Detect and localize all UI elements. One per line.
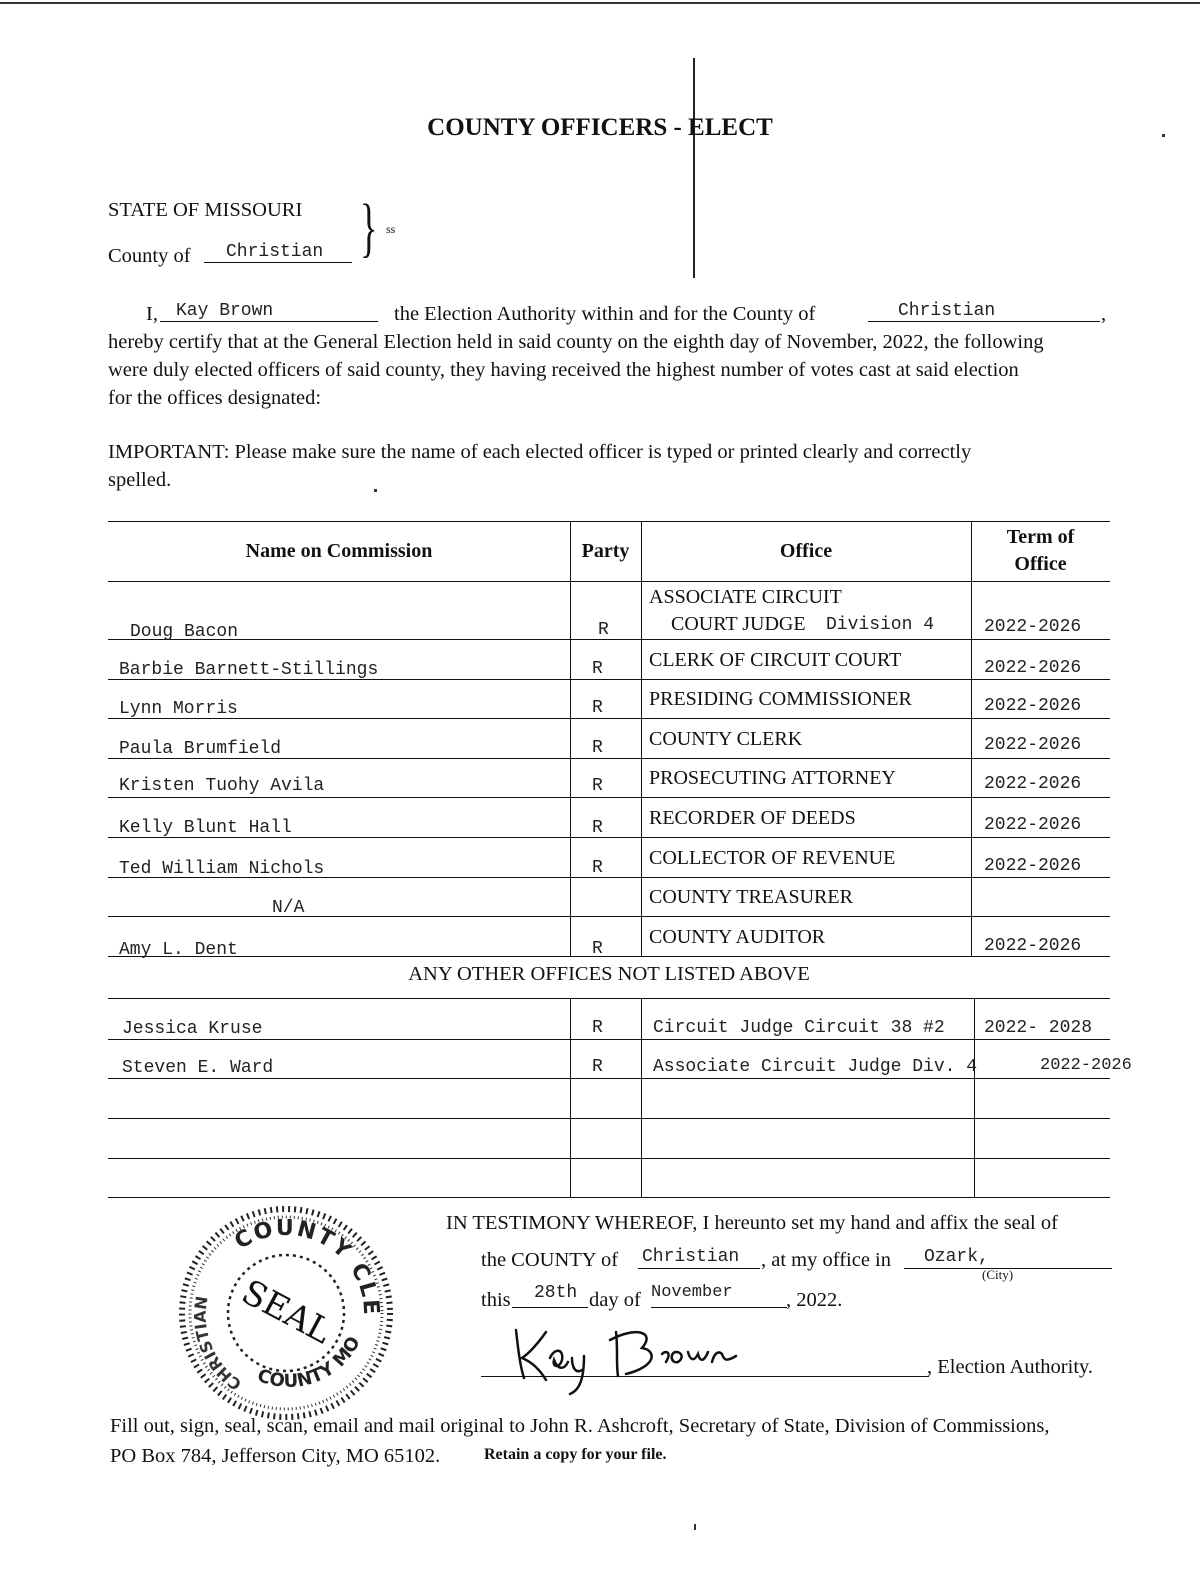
table-row-office: COUNTY TREASURER bbox=[649, 886, 853, 908]
table-row-name: Barbie Barnett-Stillings bbox=[119, 660, 379, 680]
table-row-office: RECORDER OF DEEDS bbox=[649, 807, 856, 829]
page-title: COUNTY OFFICERS - ELECT bbox=[427, 114, 773, 141]
table-row-term: 2022-2026 bbox=[984, 617, 1082, 637]
table-row-office: COUNTY AUDITOR bbox=[649, 926, 826, 948]
table-row-office: COUNTY CLERK bbox=[649, 728, 803, 750]
table-row-office: COLLECTOR OF REVENUE bbox=[649, 847, 896, 869]
authority-name: Kay Brown bbox=[176, 301, 274, 321]
table-row-term: 2022-2026 bbox=[984, 936, 1082, 956]
table-row-name: Jessica Kruse bbox=[122, 1019, 263, 1039]
table-row-party: R bbox=[592, 698, 603, 718]
table-row-office: Circuit Judge Circuit 38 #2 bbox=[653, 1018, 945, 1038]
table-row-name: Ted William Nichols bbox=[119, 859, 325, 879]
city-label: (City) bbox=[982, 1267, 1014, 1282]
seal-ring-left: CHRISTIAN bbox=[190, 1294, 245, 1395]
cert-line2: hereby certify that at the General Election held in said county on the eighth day of November, 2022, the following bbox=[108, 331, 1044, 353]
table-row-term: 2022-2026 bbox=[984, 774, 1082, 794]
header-office: Office bbox=[779, 540, 833, 562]
county-seal bbox=[178, 1205, 394, 1421]
table-header-line bbox=[108, 581, 1110, 582]
cert-line4: for the offices designated: bbox=[108, 387, 322, 409]
table-row-party: R bbox=[592, 1057, 603, 1077]
state-label: STATE OF MISSOURI bbox=[108, 199, 303, 221]
testimony-year: , 2022. bbox=[786, 1289, 843, 1311]
table-row-party: R bbox=[592, 1018, 603, 1038]
table-row-term: 2022- 2028 bbox=[984, 1018, 1093, 1038]
table-row-name: Paula Brumfield bbox=[119, 739, 282, 759]
testimony-city: Ozark, bbox=[924, 1247, 989, 1267]
scan-top-edge bbox=[0, 2, 1200, 4]
signature-graphic bbox=[506, 1318, 766, 1403]
table-row-term: 2022-2026 bbox=[1040, 1056, 1132, 1075]
table-row-office: Associate Circuit Judge Div. 4 bbox=[653, 1057, 978, 1077]
footer-line1: Fill out, sign, seal, scan, email and mail original to John R. Ashcroft, Secretary of State, Division of Commissions, bbox=[110, 1415, 1050, 1437]
seal-ring-bottom: COUNTY MO bbox=[254, 1333, 365, 1393]
table-row-office-2: COURT JUDGE bbox=[671, 613, 806, 635]
table-row-party: R bbox=[592, 939, 603, 959]
important-line2: spelled. bbox=[108, 469, 172, 491]
table-row-office-extra: Division 4 bbox=[826, 615, 935, 635]
testimony-line1: IN TESTIMONY WHEREOF, I hereunto set my hand and affix the seal of bbox=[446, 1212, 1058, 1234]
table-row-term: 2022-2026 bbox=[984, 735, 1082, 755]
header-term-1: Term of bbox=[1006, 526, 1075, 548]
scan-speck bbox=[1162, 134, 1165, 137]
cert-mid: the Election Authority within and for the County of bbox=[394, 303, 816, 325]
table-row-party: R bbox=[592, 659, 603, 679]
table-row-name: Amy L. Dent bbox=[119, 940, 238, 960]
scan-speck bbox=[694, 1524, 696, 1530]
table-row-party: R bbox=[592, 858, 603, 878]
table-row-name: Kelly Blunt Hall bbox=[119, 818, 292, 838]
brace-mark: } bbox=[360, 191, 378, 264]
table-row-party: R bbox=[592, 738, 603, 758]
table-row-party: R bbox=[598, 620, 609, 640]
county-label: County of bbox=[108, 245, 191, 267]
testimony-day-of: day of bbox=[589, 1289, 641, 1311]
table-row-term: 2022-2026 bbox=[984, 815, 1082, 835]
table-row-term: 2022-2026 bbox=[984, 658, 1082, 678]
table-row-party: R bbox=[592, 818, 603, 838]
header-party: Party bbox=[581, 540, 630, 562]
important-line1: IMPORTANT: Please make sure the name of each elected officer is typed or printed clearly and correctly bbox=[108, 441, 972, 463]
seal-graphic bbox=[178, 1205, 394, 1421]
cert-county-underline bbox=[868, 321, 1100, 322]
table-row-office: PRESIDING COMMISSIONER bbox=[649, 688, 912, 710]
footer-retain: Retain a copy for your file. bbox=[484, 1446, 667, 1463]
fold-mark bbox=[693, 58, 695, 278]
seal-center-text: SEAL bbox=[235, 1272, 338, 1353]
cert-lead: I, bbox=[146, 303, 158, 325]
scan-speck bbox=[374, 489, 377, 492]
comma: , bbox=[1101, 303, 1107, 325]
table-top-line bbox=[108, 521, 1110, 522]
table-row-office: PROSECUTING ATTORNEY bbox=[649, 767, 896, 789]
table-row-name: Steven E. Ward bbox=[122, 1058, 274, 1078]
testimony-county-lead: the COUNTY of bbox=[481, 1249, 619, 1271]
county-underline bbox=[204, 262, 352, 263]
footer-line2: PO Box 784, Jefferson City, MO 65102. bbox=[110, 1445, 441, 1467]
table-row-name: Lynn Morris bbox=[119, 699, 238, 719]
table-row-party: R bbox=[592, 776, 603, 796]
testimony-county: Christian bbox=[642, 1247, 740, 1267]
ss-label: ss bbox=[386, 222, 396, 236]
testimony-day: 28th bbox=[534, 1283, 578, 1303]
cert-line3: were duly elected officers of said county, they having received the highest number of votes cast at said election bbox=[108, 359, 1019, 381]
authority-label: , Election Authority. bbox=[927, 1356, 1094, 1378]
testimony-this: this bbox=[481, 1289, 511, 1311]
authority-underline bbox=[160, 321, 378, 322]
table-row-term: 2022-2026 bbox=[984, 696, 1082, 716]
seal-ring-top: COUNTY CLE bbox=[230, 1215, 384, 1318]
testimony-month: November bbox=[651, 1283, 733, 1302]
table-row-name: Kristen Tuohy Avila bbox=[119, 776, 325, 796]
table-row-office: ASSOCIATE CIRCUIT bbox=[649, 586, 842, 608]
cert-county: Christian bbox=[898, 301, 996, 321]
table-row-term: 2022-2026 bbox=[984, 856, 1082, 876]
other-offices-heading: ANY OTHER OFFICES NOT LISTED ABOVE bbox=[408, 963, 810, 985]
header-name: Name on Commission bbox=[245, 540, 433, 562]
table-row-name: N/A bbox=[272, 898, 305, 918]
handwritten-signature bbox=[506, 1318, 766, 1398]
county-value: Christian bbox=[226, 242, 324, 262]
table-row-name: Doug Bacon bbox=[130, 622, 239, 642]
table-row-office: CLERK OF CIRCUIT COURT bbox=[649, 649, 902, 671]
testimony-office-lead: , at my office in bbox=[761, 1249, 891, 1271]
header-term-2: Office bbox=[1014, 553, 1067, 575]
